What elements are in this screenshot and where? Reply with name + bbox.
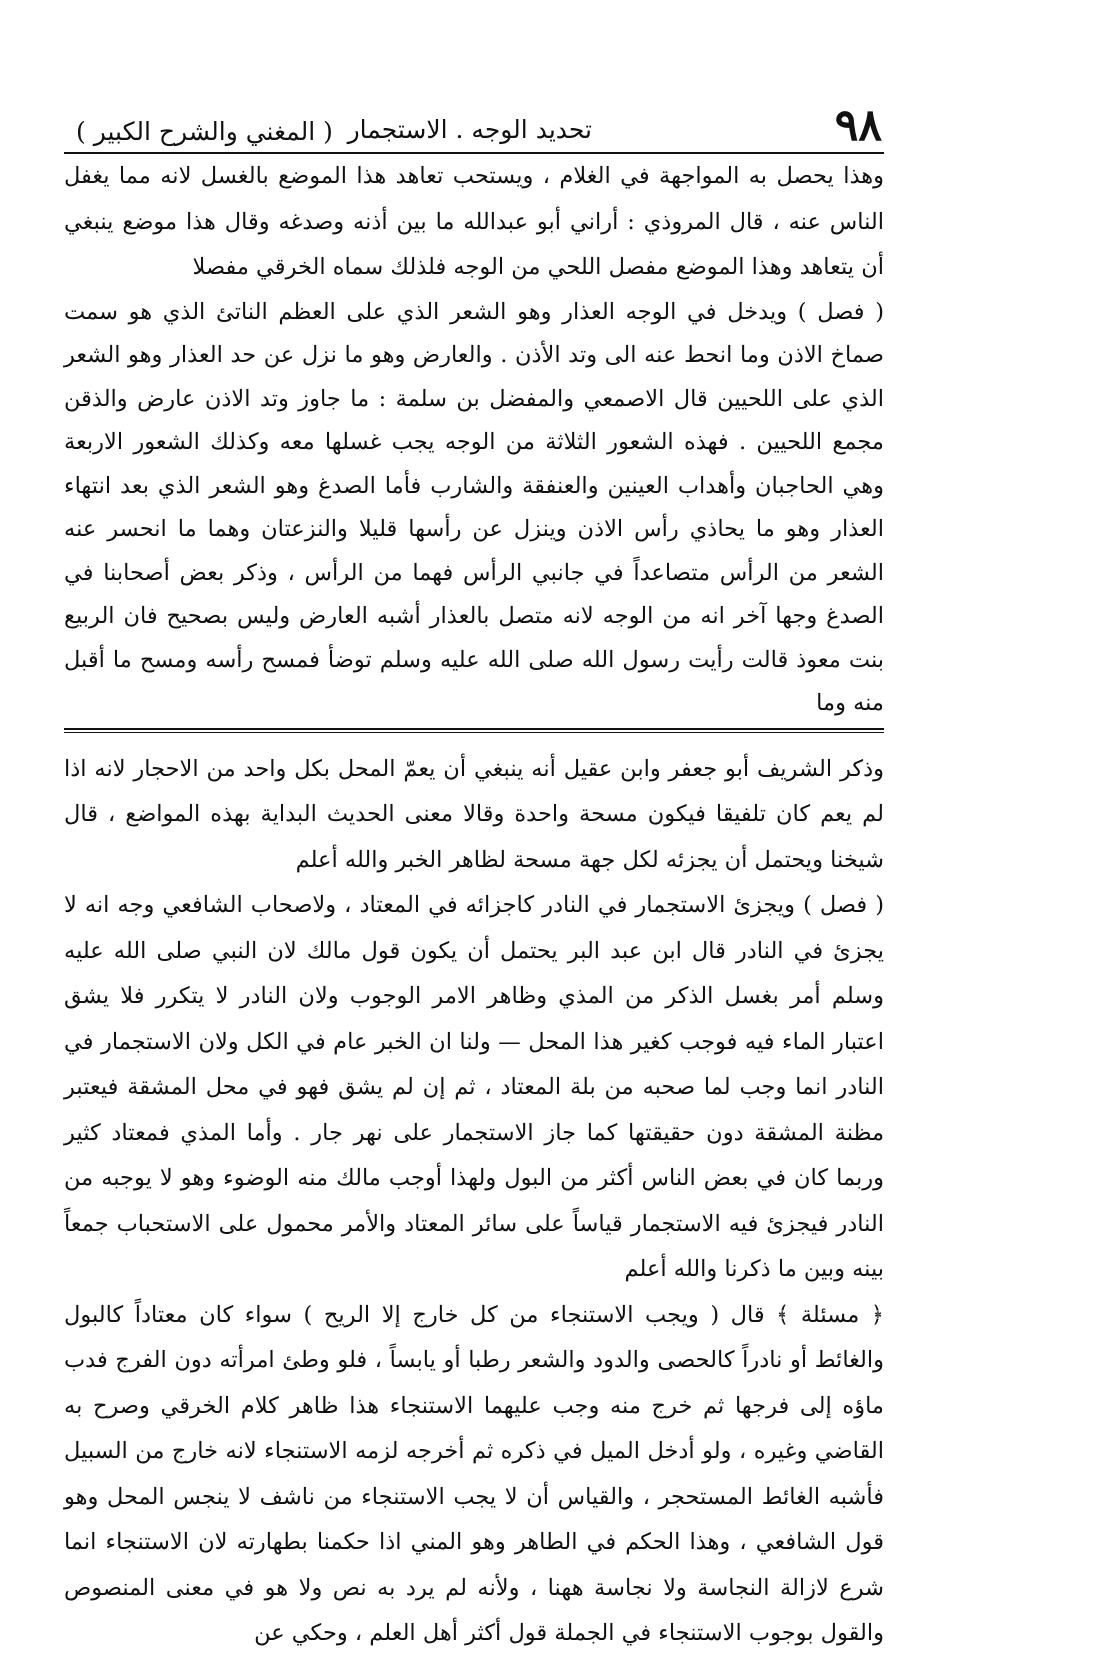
- page: [64, 100, 884, 1657]
- page-number: ٩٨: [834, 100, 882, 151]
- mughni-main-text-section: [64, 747, 884, 1657]
- paragraph: وهذا يحصل به المواجهة في الغلام ، ويستحب تعاهد هذا الموضع بالغسل لانه مما يغفل الناس عنه ، قال المروذي : أراني أبو عبدالله ما بين أذنه وصدغه وقال هذا موضع ينبغي أن يتعاهد وهذا الموضع مفصل اللحي من الوجه فلذلك سماه الخرقي مفصلا: [64, 163, 884, 280]
- running-title: تحديد الوجه . الاستجمار: [347, 115, 592, 144]
- paragraph: ( فصل ) ويدخل في الوجه العذار وهو الشعر الذي على العظم الناتئ الذي هو سمت صماخ الاذن وما انحط عنه الى وتد الأذن . والعارض وهو ما نزل عن حد العذار وهو الشعر الذي على اللحيين قال الاصمعي والمفضل بن سلمة : ما جاوز وتد الاذن عارض والذقن مجمع اللحيين . فهذه الشعور الثلاثة من الوجه يجب غسلها معه وكذلك الشعور الاربعة وهي الحاجبان وأهداب العينين والعنفقة والشارب فأما الصدغ وهو الشعر الذي بعد انتهاء العذار وهو ما يحاذي رأس الاذن وينزل عن رأسها قليلا والنزعتان وهما ما انحسر عنه الشعر من الرأس متصاعداً في جانبي الرأس فهما من الرأس ، وذكر بعض أصحابنا في الصدغ وجها آخر انه من الوجه لانه متصل بالعذار أشبه العارض وليس بصحيح فان الربيع بنت معوذ قالت رأيت رسول الله صلى الله عليه وسلم توضأ فمسح رأسه ومسح ما أقبل منه وما: [64, 298, 884, 716]
- paragraph: ( فصل ) ويجزئ الاستجمار في النادر كاجزائه في المعتاد ، ولاصحاب الشافعي وجه انه لا يجزئ في النادر قال ابن عبد البر يحتمل أن يكون قول مالك لان النبي صلى الله عليه وسلم أمر بغسل الذكر من المذي وظاهر الامر الوجوب ولان النادر لا يتكرر فلا يشق اعتبار الماء فيه فوجب كغير هذا المحل — ولنا ان الخبر عام في الكل ولان الاستجمار في النادر انما وجب لما صحبه من بلة المعتاد ، ثم إن لم يشق فهو في محل المشقة فيعتبر مظنة المشقة دون حقيقتها كما جاز الاستجمار على نهر جار . وأما المذي فمعتاد كثير وربما كان في بعض الناس أكثر من البول ولهذا أوجب مالك منه الوضوء وهو لا يوجبه من النادر فيجزئ فيه الاستجمار قياساً على سائر المعتاد والأمر محمول على الاستحباب جمعاً بينه وبين ما ذكرنا والله أعلم: [64, 892, 884, 1282]
- sharh-commentary-section: [64, 154, 884, 726]
- section-divider: [64, 728, 884, 733]
- paragraph: وذكر الشريف أبو جعفر وابن عقيل أنه ينبغي أن يعمّ المحل بكل واحد من الاحجار لانه اذا لم يعم كان تلفيقا فيكون مسحة واحدة وقالا معنى الحديث البداية بهذه المواضع ، قال شيخنا ويحتمل أن يجزئه لكل جهة مسحة لظاهر الخبر والله أعلم: [64, 755, 884, 873]
- book-title: ( المغني والشرح الكبير ): [76, 117, 333, 146]
- paragraph: ﴿ مسئلة ﴾ قال ( ويجب الاستنجاء من كل خارج إلا الريح ) سواء كان معتاداً كالبول والغائط أو نادراً كالحصى والدود والشعر رطبا أو يابساً ، فلو وطئ امرأته دون الفرج فدب ماؤه إلى فرجها ثم خرج منه وجب عليهما الاستنجاء هذا ظاهر كلام الخرقي وصرح به القاضي وغيره ، ولو أدخل الميل في ذكره ثم أخرجه لزمه الاستنجاء لانه خارج من السبيل فأشبه الغائط المستحجر ، والقياس أن لا يجب الاستنجاء من ناشف لا ينجس المحل وهو قول الشافعي ، وهذا الحكم في الطاهر وهو المني اذا حكمنا بطهارته لان الاستنجاء انما شرع لازالة النجاسة ولا نجاسة ههنا ، ولأنه لم يرد به نص ولا هو في معنى المنصوص والقول بوجوب الاستنجاء في الجملة قول أكثر أهل العلم ، وحكي عن: [64, 1301, 884, 1646]
- page-header: [64, 100, 884, 154]
